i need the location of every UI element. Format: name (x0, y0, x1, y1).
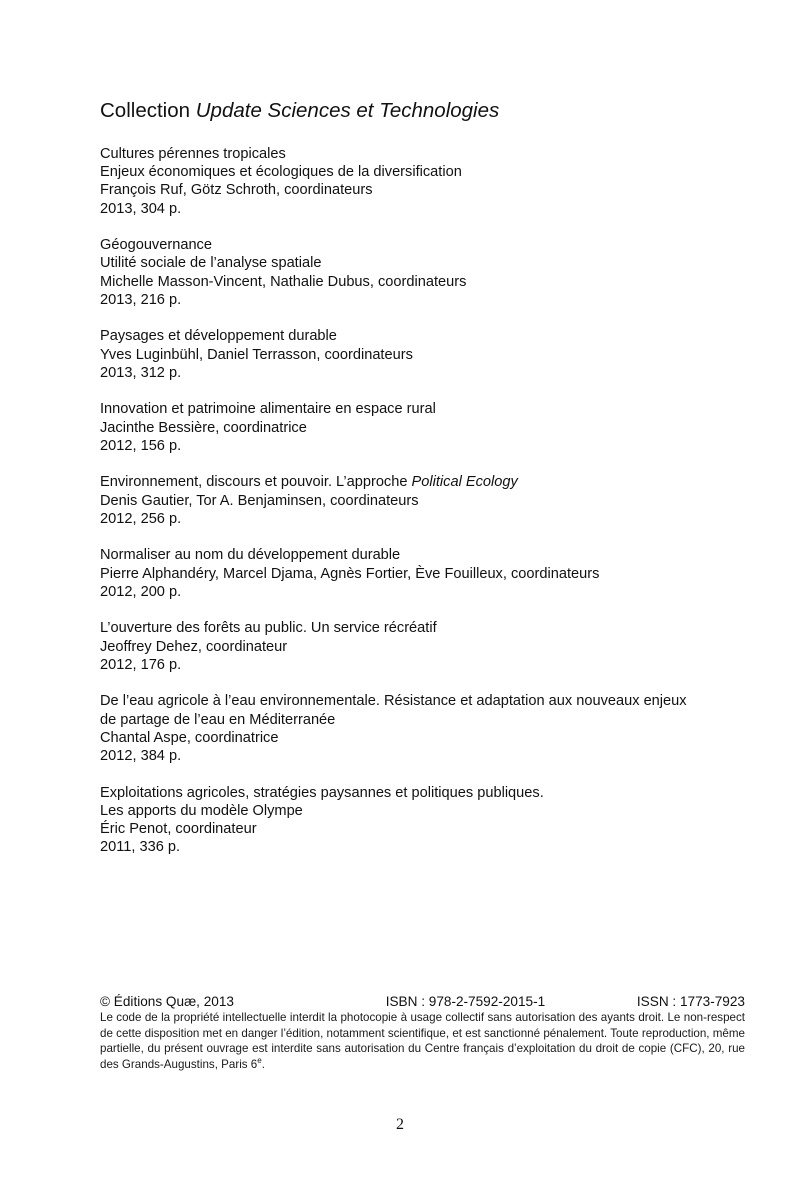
book-title: Cultures pérennes tropicales (100, 146, 286, 162)
book-title: De l’eau agricole à l’eau environnementale. Résistance et adaptation aux nouveaux enjeux (100, 693, 687, 710)
issn-number: ISSN : 1773-7923 (636, 994, 745, 1009)
book-authors: Chantal Aspe, coordinatrice (100, 729, 279, 746)
book-subtitle: Enjeux économiques et écologiques de la diversification (100, 164, 462, 181)
collection-name: Update Sciences et Technologies (195, 99, 500, 122)
book-entry (100, 145, 740, 218)
book-authors: Jeoffrey Dehez, coordinateur (100, 638, 288, 655)
book-entry (100, 692, 740, 765)
book-publication: 2012, 156 p. (100, 437, 182, 454)
imprint-identifiers (100, 993, 745, 1010)
book-publication: 2013, 216 p. (100, 291, 182, 308)
book-publication: 2011, 336 p. (100, 839, 181, 856)
book-entry (100, 619, 740, 674)
book-title-continued: de partage de l’eau en Méditerranée (100, 711, 336, 728)
book-subtitle: Utilité sociale de l’analyse spatiale (100, 255, 322, 272)
book-title-italic: Political Ecology (411, 474, 518, 491)
book-authors: Michelle Masson-Vincent, Nathalie Dubus, coordinateurs (100, 273, 467, 290)
book-publication: 2013, 304 p. (100, 200, 182, 217)
book-authors: Jacinthe Bessière, coordinatrice (100, 419, 307, 436)
book-authors: Pierre Alphandéry, Marcel Djama, Agnès Fortier, Ève Fouilleux, coordinateurs (100, 565, 600, 582)
book-entry (100, 400, 740, 455)
book-entry (100, 473, 740, 528)
book-title-line (100, 473, 740, 491)
book-publication: 2012, 256 p. (100, 510, 182, 527)
book-title: Innovation et patrimoine alimentaire en espace rural (100, 401, 436, 418)
book-subtitle: Les apports du modèle Olympe (100, 802, 303, 819)
book-title: Géogouvernance (100, 237, 212, 254)
book-title: L’ouverture des forêts au public. Un service récréatif (100, 620, 437, 637)
book-list (100, 145, 740, 875)
book-title: Normaliser au nom du développement durable (100, 547, 401, 564)
book-title: Exploitations agricoles, stratégies paysannes et politiques publiques. (100, 784, 544, 801)
copyright-notice: © Éditions Quæ, 2013 (100, 994, 234, 1009)
book-entry (100, 327, 740, 382)
collection-title (100, 97, 499, 125)
book-authors: Denis Gautier, Tor A. Benjaminsen, coordinateurs (100, 492, 419, 509)
book-publication: 2012, 384 p. (100, 748, 182, 765)
isbn-number: ISBN : 978-2-7592-2015-1 (385, 994, 546, 1009)
book-authors: François Ruf, Götz Schroth, coordinateurs (100, 182, 373, 199)
imprint-footer (100, 993, 745, 1072)
legal-notice (100, 1010, 745, 1072)
book-entry (100, 784, 740, 857)
book-publication: 2012, 176 p. (100, 656, 182, 673)
book-entry (100, 546, 740, 601)
page-number: 2 (396, 1116, 404, 1133)
legal-notice-end: . (261, 1057, 265, 1071)
collection-prefix: Collection (100, 99, 191, 122)
book-title: Paysages et développement durable (100, 328, 337, 345)
book-publication: 2013, 312 p. (100, 364, 182, 381)
legal-notice-superscript: e (257, 1055, 262, 1065)
book-authors: Éric Penot, coordinateur (100, 821, 257, 838)
book-title: Environnement, discours et pouvoir. L’approche (100, 474, 408, 491)
book-entry (100, 236, 740, 309)
book-publication: 2012, 200 p. (100, 583, 182, 600)
book-authors: Yves Luginbühl, Daniel Terrasson, coordinateurs (100, 346, 413, 363)
legal-notice-text: Le code de la propriété intellectuelle interdit la photocopie à usage collectif sans autorisation des ayants droit. Le non-respect de cette disposition met en danger l’édition, notamment scientifique, et est sanctionné pénalement. Toute reproduction, même partielle, du présent ouvrage est interdite sans autorisation du Centre français d’exploitation du droit de copie (CFC), 20, rue des Grands-Augustins, Paris 6 (100, 1011, 745, 1071)
